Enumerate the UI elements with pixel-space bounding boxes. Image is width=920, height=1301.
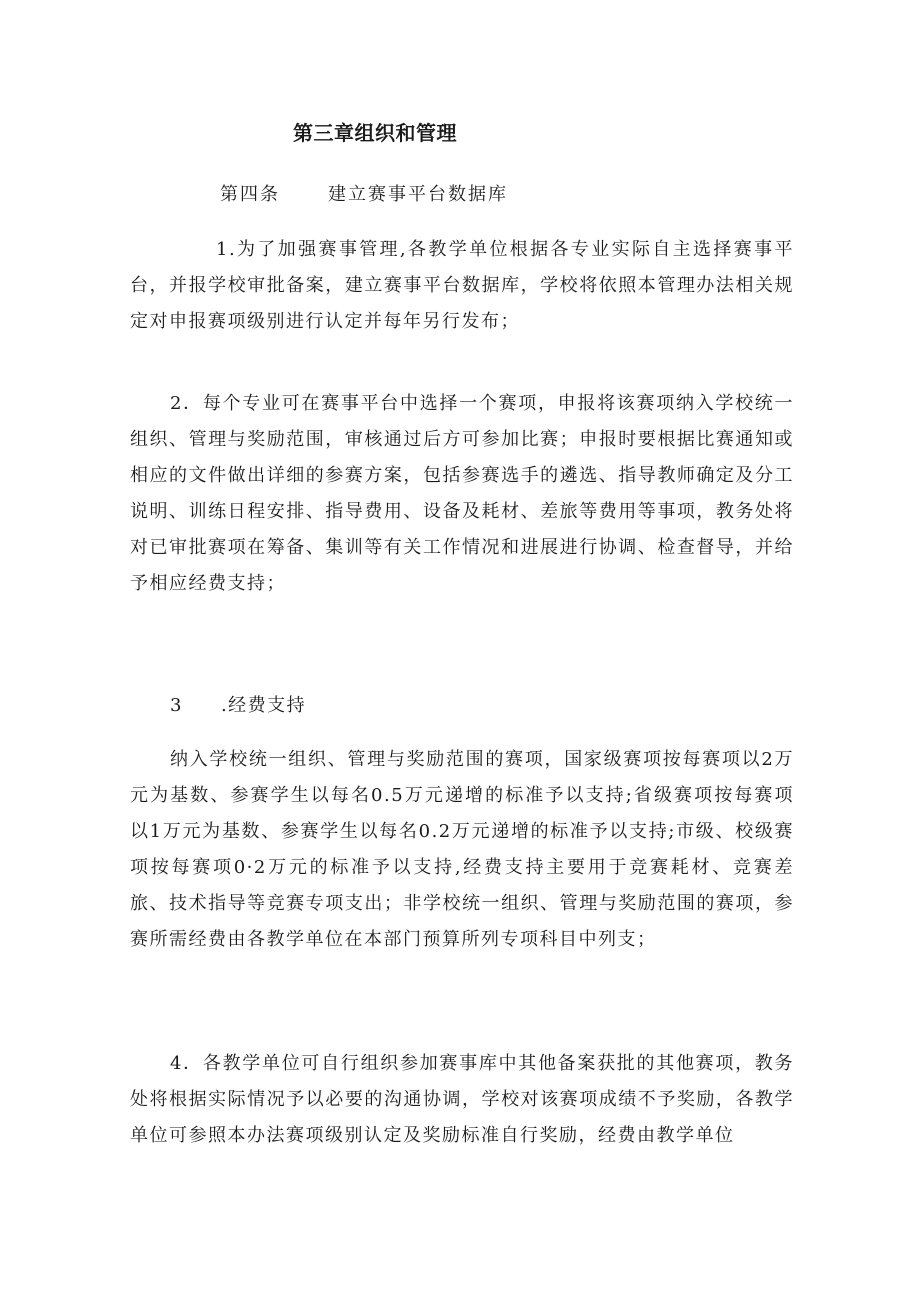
paragraph-2: 2．每个专业可在赛事平台中选择一个赛项，申报将该赛项纳入学校统一组织、管理与奖励范围，审核通过后方可参加比赛；申报时要根据比赛通知或相应的文件做出详细的参赛方案，包括参赛选手的遴选、指导教师确定及分工说明、训练日程安排、指导费用、设备及耗材、差旅等费用等事项，教务处将对已审批赛项在筹备、集训等有关工作情况和进展进行协调、检查督导，并给予相应经费支持； <box>130 393 794 594</box>
paragraph-3-number: 3 <box>170 695 183 716</box>
article-heading <box>220 180 508 206</box>
article-number: 第四条 <box>220 184 280 205</box>
paragraph-funding: 纳入学校统一组织、管理与奖励范围的赛项，国家级赛项按每赛项以2万元为基数、参赛学生以每名0.5万元递增的标准予以支持;省级赛项按每赛项以1万元为基数、参赛学生以每名0.2万元递增的标准予以支持;市级、校级赛项按每赛项0·2万元的标准予以支持,经费支持主要用于竞赛耗材、竞赛差旅、技术指导等竞赛专项支出；非学校统一组织、管理与奖励范围的赛项，参赛所需经费由各教学单位在本部门预算所列专项科目中列支； <box>130 749 794 950</box>
paragraph-4: 4．各教学单位可自行组织参加赛事库中其他备案获批的其他赛项，教务处将根据实际情况予以必要的沟通协调，学校对该赛项成绩不予奖励，各教学单位可参照本办法赛项级别认定及奖励标准自行奖励，经费由教学单位 <box>130 1053 794 1146</box>
article-title: 建立赛事平台数据库 <box>328 184 508 205</box>
paragraph-1: 1.为了加强赛事管理,各教学单位根据各专业实际自主选择赛事平台，并报学校审批备案，建立赛事平台数据库，学校将依照本管理办法相关规定对申报赛项级别进行认定并每年另行发布； <box>130 239 794 332</box>
paragraph-3-heading <box>130 688 794 724</box>
paragraph-3-label: .经费支持 <box>220 695 307 716</box>
chapter-title: 第三章组织和管理 <box>293 121 457 145</box>
